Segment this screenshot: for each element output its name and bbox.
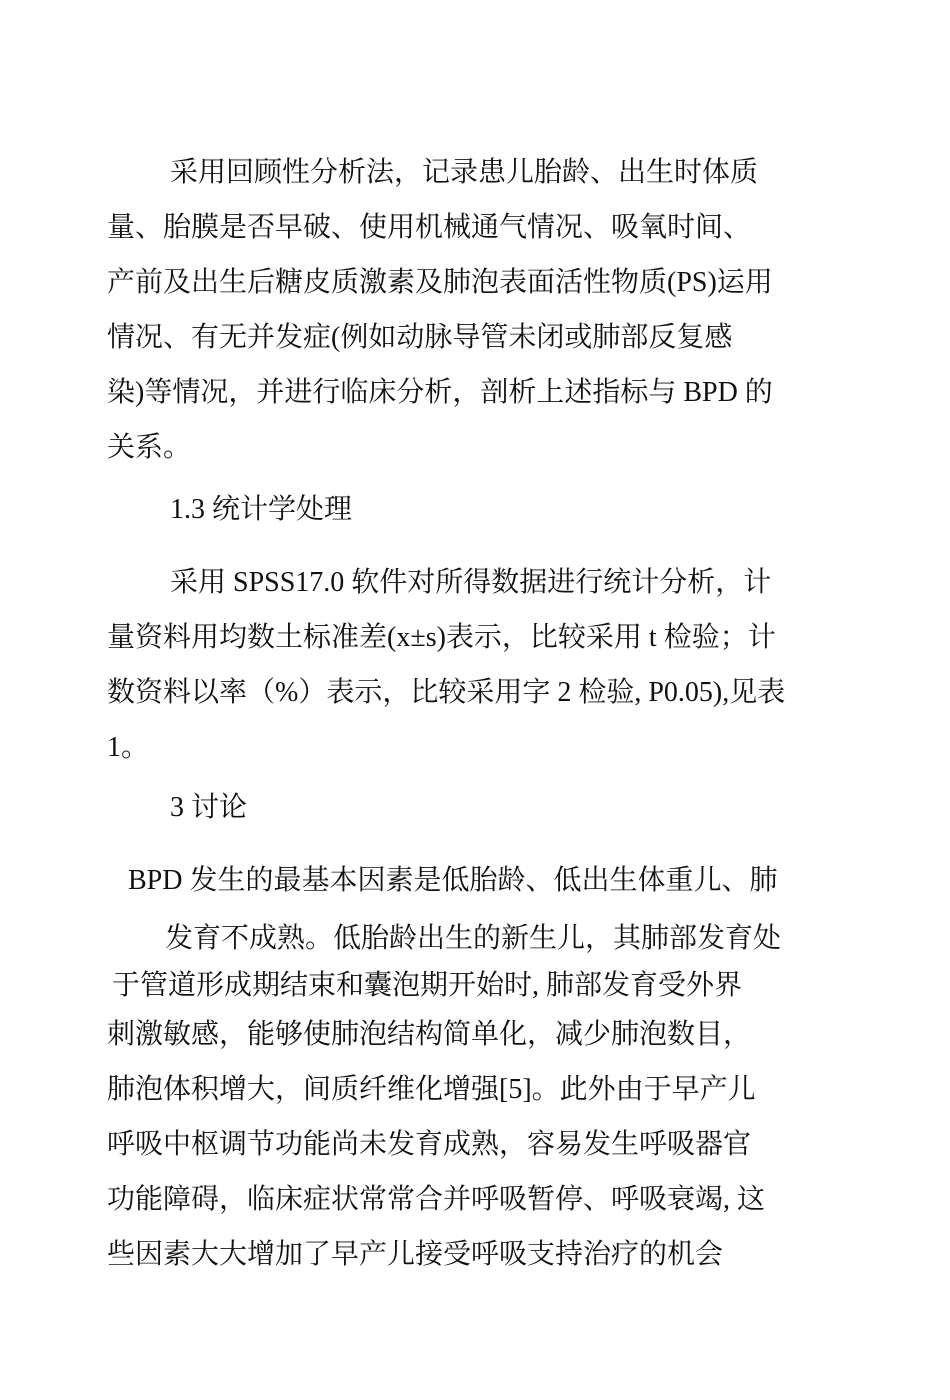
section-heading-discussion: 3 讨论 xyxy=(170,792,248,823)
statistics-paragraph-line-2: 量资料用均数土标准差(x±s)表示，比较采用 t 检验；计 xyxy=(107,622,776,653)
methods-paragraph-line-6: 关系。 xyxy=(107,432,192,463)
discussion-paragraph-line-7: 功能障碍，临床症状常常合并呼吸暂停、呼吸衰竭, 这 xyxy=(107,1184,766,1215)
methods-paragraph-line-2: 量、胎膜是否早破、使用机械通气情况、吸氧时间、 xyxy=(107,212,752,243)
methods-paragraph-line-1: 采用回顾性分析法，记录患儿胎龄、出生时体质 xyxy=(170,157,759,188)
statistics-paragraph-line-4: 1。 xyxy=(107,732,150,763)
methods-paragraph-line-5: 染)等情况，并进行临床分析，剖析上述指标与 BPD 的 xyxy=(107,377,773,408)
discussion-paragraph-line-4: 刺激敏感，能够使肺泡结构简单化，减少肺泡数目， xyxy=(107,1019,752,1050)
discussion-paragraph-line-1: BPD 发生的最基本因素是低胎龄、低出生体重儿、肺 xyxy=(128,865,778,896)
statistics-paragraph-line-3: 数资料以率（%）表示，比较采用字 2 检验, P0.05),见表 xyxy=(107,677,786,708)
section-heading-statistics: 1.3 统计学处理 xyxy=(170,494,353,525)
discussion-paragraph-line-5: 肺泡体积增大，间质纤维化增强[5]。此外由于早产儿 xyxy=(107,1074,756,1105)
discussion-paragraph-line-3: 于管道形成期结束和囊泡期开始时, 肺部发育受外界 xyxy=(112,970,743,1001)
discussion-paragraph-line-2: 发育不成熟。低胎龄出生的新生儿，其肺部发育处 xyxy=(165,923,782,954)
methods-paragraph-line-4: 情况、有无并发症(例如动脉导管未闭或肺部反复感 xyxy=(107,322,733,353)
discussion-paragraph-line-6: 呼吸中枢调节功能尚未发育成熟，容易发生呼吸器官 xyxy=(107,1129,752,1160)
methods-paragraph-line-3: 产前及出生后糖皮质激素及肺泡表面活性物质(PS)运用 xyxy=(107,267,773,298)
statistics-paragraph-line-1: 采用 SPSS17.0 软件对所得数据进行统计分析，计 xyxy=(170,567,772,598)
discussion-paragraph-line-8: 些因素大大增加了早产儿接受呼吸支持治疗的机会 xyxy=(107,1239,724,1270)
